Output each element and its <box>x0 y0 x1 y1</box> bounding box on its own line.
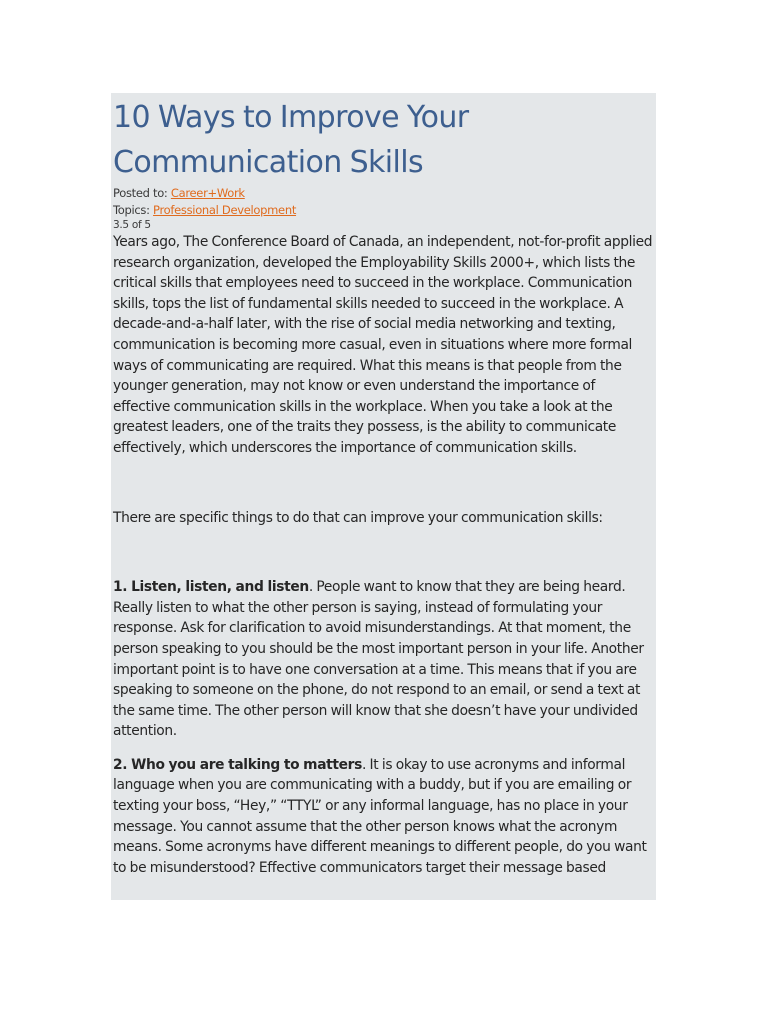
professional-development-link[interactable]: Professional Development <box>153 202 297 217</box>
posted-to-line <box>113 185 654 202</box>
topics-label: Topics: <box>113 202 154 217</box>
item-text: . It is okay to use acronyms and informal language when you are communicating with a buddy, but if you are emailing or texting your boss, “Hey,” “TTYL” or any informal language, has no place in your message. You cannot assume that the other person knows what the acronym means. Some acronyms have different meanings to different people, do you want to be misunderstood? Effective communicators target their message based <box>113 756 647 876</box>
posted-to-label: Posted to: <box>113 186 171 200</box>
item-number: 1. <box>113 579 132 596</box>
article-page <box>111 93 656 900</box>
intro-paragraph: Years ago, The Conference Board of Canada, an independent, not-for-profit applied research organization, developed the Employability Skills 2000+, which lists the critical skills that employees need to succeed in the workplace. Communication skills, tops the list of fundamental skills needed to succeed in the workplace. A decade-and-a-half later, with the rise of social media networking and texting, communication is becoming more casual, even in situations where more formal ways of communicating are required. What this means is that people from the younger generation, may not know or even understand the importance of effective communication skills in the workplace. When you take a look at the greatest leaders, one of the traits they possess, is the ability to communicate effectively, which underscores the importance of communication skills. <box>113 234 653 456</box>
lead-paragraph: There are specific things to do that can improve your communication skills: <box>113 509 603 526</box>
item-text: . People want to know that they are being heard. Really listen to what the other person is saying, instead of formulating your response. Ask for clarification to avoid misunderstandings. At that moment, the person speaking to you should be the most important person in your life. Another important point is to have one conversation at a time. This means that if you are speaking to someone on the phone, do not respond to an email, or send a text at the same time. The other person will know that she doesn’t have your undivided attention. <box>113 579 644 740</box>
item-number: 2. <box>113 756 132 773</box>
list-item <box>113 755 654 879</box>
article-title: 10 Ways to Improve Your Communication Skills <box>113 100 469 180</box>
rating-text: 3.5 of 5 <box>113 219 151 231</box>
item-heading: Who you are talking to matters <box>131 756 362 773</box>
list-item <box>113 577 654 742</box>
career-work-link[interactable]: Career+Work <box>170 186 245 200</box>
topics-line <box>113 202 654 219</box>
article-content <box>111 93 656 878</box>
item-heading: Listen, listen, and listen <box>131 579 309 596</box>
